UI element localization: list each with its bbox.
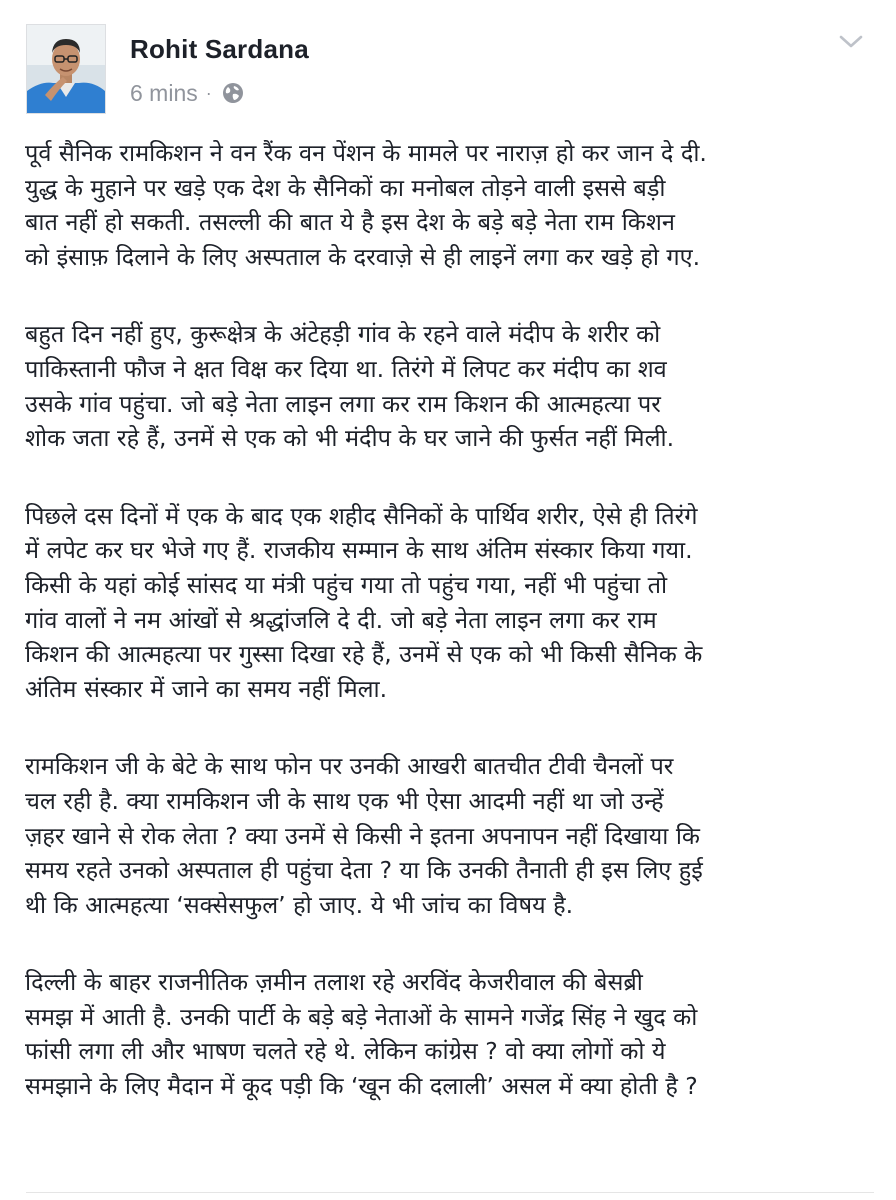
post-body (25, 136, 873, 1147)
post-paragraph-2: बहुत दिन नहीं हुए, कुरूक्षेत्र के अंटेहड़ी गांव के रहने वाले मंदीप के शरीर को पाकिस्तानी फौज ने क्षत विक्ष कर दिया था. तिरंगे में लिपट कर मंदीप का शव उसके गांव पहुंचा. जो बड़े नेता लाइन लगा कर राम किशन की आत्महत्या पर शोक जता रहे हैं, उनमें से एक को भी मंदीप के घर जाने की फुर्सत नहीं मिली. (25, 320, 675, 453)
avatar-photo (27, 25, 105, 113)
avatar[interactable] (26, 24, 106, 114)
post-header (26, 24, 872, 116)
chevron-down-icon[interactable] (838, 30, 864, 52)
globe-icon[interactable] (222, 82, 244, 104)
post-paragraph-5: दिल्ली के बाहर राजनीतिक ज़मीन तलाश रहे अरविंद केजरीवाल की बेसब्री समझ में आती है. उनकी पार्टी के बड़े बड़े नेताओं के सामने गजेंद्र सिंह ने खुद को फांसी लगा ली और भाषण चलते रहे थे. लेकिन कांग्रेस ? वो क्या लोगों को ये समझाने के लिए मैदान में कूद पड़ी कि ‘खून की दलाली’ असल में क्या होती है ? (25, 968, 698, 1101)
post-meta (130, 78, 244, 108)
post-timestamp[interactable]: 6 mins (130, 79, 198, 106)
author-name[interactable]: Rohit Sardana (130, 34, 309, 64)
meta-separator: · (205, 82, 212, 103)
post-paragraph-4: रामकिशन जी के बेटे के साथ फोन पर उनकी आखरी बातचीत टीवी चैनलों पर चल रही है. क्या रामकिशन जी के साथ एक भी ऐसा आदमी नहीं था जो उन्हें ज़हर खाने से रोक लेता ? क्या उनमें से किसी ने इतना अपनापन नहीं दिखाया कि समय रहते उनको अस्पताल ही पहुंचा देता ? या कि उनकी तैनाती ही इस लिए हुई थी कि आत्महत्या ‘सक्सेसफुल’ हो जाए. ये भी जांच का विषय है. (25, 752, 703, 919)
post-paragraph-1: पूर्व सैनिक रामकिशन ने वन रैंक वन पेंशन के मामले पर नाराज़ हो कर जान दे दी. युद्ध के मुहाने पर खड़े एक देश के सैनिकों का मनोबल तोड़ने वाली इससे बड़ी बात नहीं हो सकती. तसल्ली की बात ये है इस देश के बड़े बड़े नेता राम किशन को इंसाफ़ दिलाने के लिए अस्पताल के दरवाज़े से ही लाइनें लगा कर खड़े हो गए. (25, 139, 707, 271)
post-paragraph-3: पिछले दस दिनों में एक के बाद एक शहीद सैनिकों के पार्थिव शरीर, ऐसे ही तिरंगे में लपेट कर घर भेजे गए हैं. राजकीय सम्मान के साथ अंतिम संस्कार किया गया. किसी के यहां कोई सांसद या मंत्री पहुंच गया तो पहुंच गया, नहीं भी पहुंचा तो गांव वालों ने नम आंखों से श्रद्धांजलि दे दी. जो बड़े नेता लाइन लगा कर राम किशन की आत्महत्या पर गुस्सा दिखा रहे हैं, उनमें से एक को भी किसी सैनिक के अंतिम संस्कार में जाने का समय नहीं मिला. (25, 501, 703, 703)
post-divider (26, 1192, 874, 1193)
